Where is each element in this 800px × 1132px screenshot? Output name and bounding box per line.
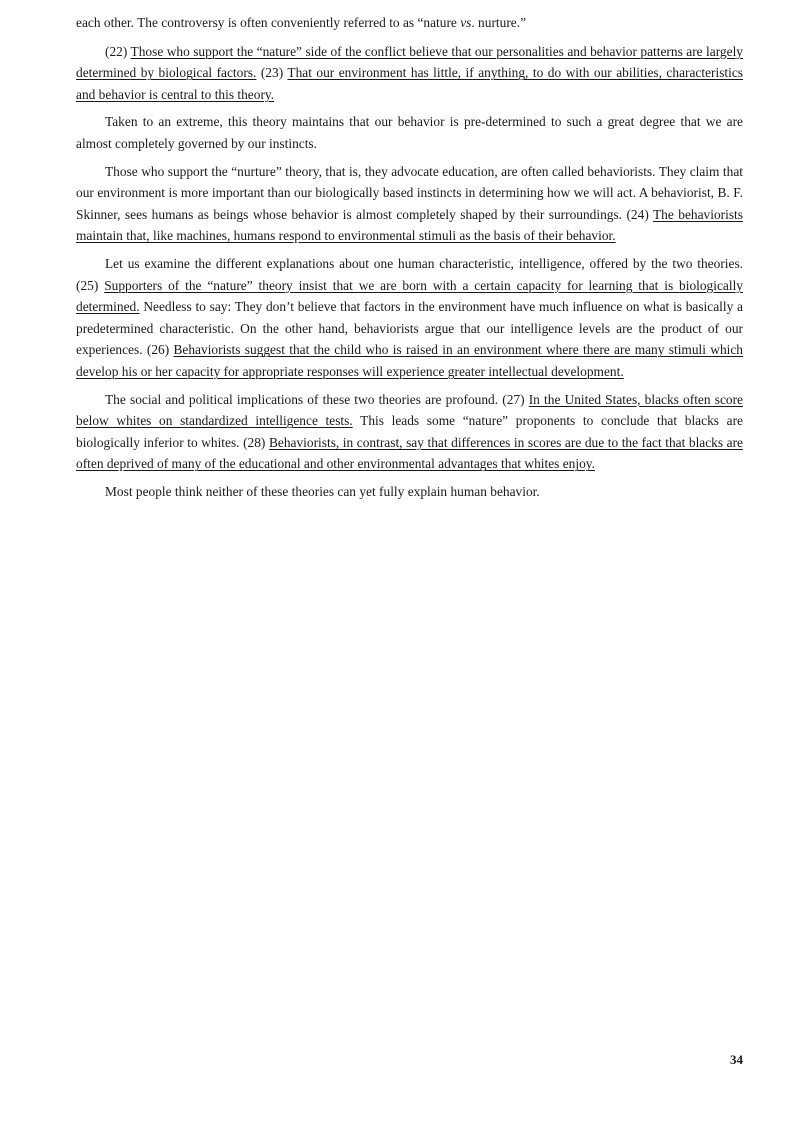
page-body (76, 12, 743, 508)
paragraph-intelligence (76, 253, 743, 383)
underlined-sentence-24: The behaviorists maintain that, like machines, humans respond to environmental stimuli as the basis of their behavior. (76, 206, 743, 244)
underlined-sentence-27: In the United States, blacks often score below whites on standardized intelligence tests. (76, 391, 743, 429)
paragraph-nurture-theory (76, 161, 743, 247)
page-number: 34 (730, 1052, 743, 1067)
text-segment: Let us examine the different explanations about one human characteristic, intelligence, offered by the two theories. (25) (76, 255, 743, 293)
text-segment: Those who support the “nurture” theory, that is, they advocate education, are often called behaviorists. They claim that our environment is more important than our biologically based instincts in determining how we will act. A behaviorist, B. F. Skinner, sees humans as beings whose behavior is almost completely shaped by their surroundings. (24) (76, 163, 743, 222)
text-segment: each other. The controversy is often conveniently referred to as “nature (76, 15, 461, 30)
paragraph-continuation (76, 12, 743, 34)
text-segment: This leads some “nature” proponents to conclude that blacks are biologically inferior to whites. (28) (76, 413, 743, 450)
underlined-sentence-25: Supporters of the “nature” theory insist that we are born with a certain capacity for learning that is biologically determined. (76, 277, 743, 315)
paragraph-implications (76, 389, 743, 475)
text-segment: The social and political implications of these two theories are profound. (27) (105, 391, 529, 407)
text-segment: Taken to an extreme, this theory maintains that our behavior is pre-determined to such a great degree that we are almost completely governed by our instincts. (76, 114, 743, 151)
text-segment: (22) (105, 43, 131, 59)
text-segment: Most people think neither of these theories can yet fully explain human behavior. (105, 483, 540, 499)
paragraph-extreme (76, 111, 743, 154)
underlined-sentence-23: That our environment has little, if anything, to do with our abilities, characteristics and behavior is central to this theory. (76, 65, 744, 102)
text-segment: (23) (256, 65, 288, 81)
underlined-sentence-26: Behaviorists suggest that the child who is raised in an environment where there are many stimuli which develop his or her capacity for appropriate responses will experience greater intellectual development. (76, 342, 744, 379)
underlined-sentence-22: Those who support the “nature” side of the conflict believe that our personalities and behavior patterns are largely determined by biological factors. (76, 43, 743, 81)
paragraph-nature-theory (76, 41, 743, 106)
text-segment: . nurture.” (471, 15, 527, 30)
text-segment: Needless to say: They don’t believe that factors in the environment have much influence on what is basically a predetermined characteristic. On the other hand, behaviorists argue that our intelligence levels are the product of our experiences. (26) (76, 299, 743, 358)
underlined-sentence-28: Behaviorists, in contrast, say that differences in scores are due to the fact that blacks are often deprived of many of the educational and other environmental advantages that whites enjoy. (76, 434, 743, 472)
italic-text: vs (460, 15, 472, 30)
paragraph-conclusion (76, 481, 743, 503)
